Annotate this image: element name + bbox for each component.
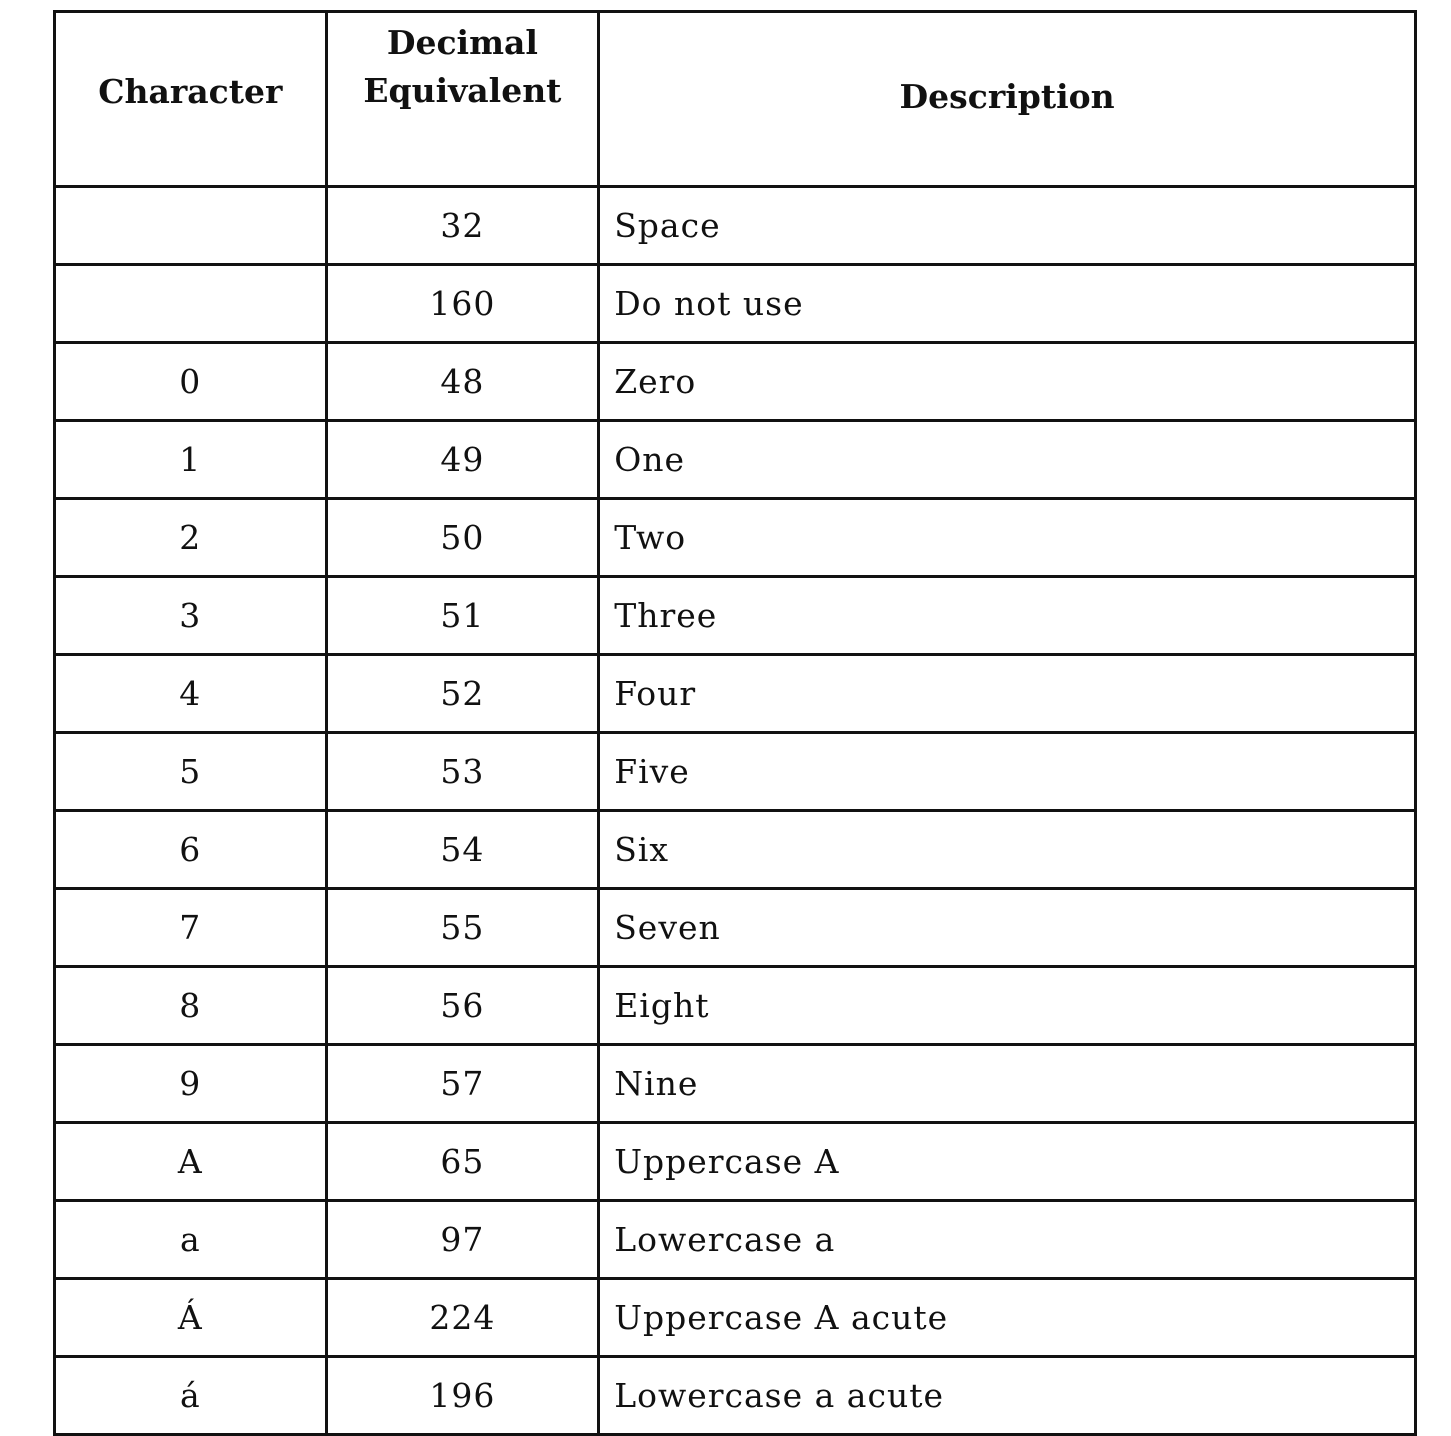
cell-character: 5 <box>55 733 327 811</box>
header-description: Description <box>599 12 1416 187</box>
table-row <box>55 1123 1416 1201</box>
table-row <box>55 187 1416 265</box>
cell-decimal: 196 <box>326 1357 599 1435</box>
table-row <box>55 499 1416 577</box>
cell-decimal: 54 <box>326 811 599 889</box>
cell-character: 3 <box>55 577 327 655</box>
cell-description: Zero <box>599 343 1416 421</box>
cell-decimal: 48 <box>326 343 599 421</box>
cell-character: 6 <box>55 811 327 889</box>
cell-decimal: 65 <box>326 1123 599 1201</box>
cell-decimal: 224 <box>326 1279 599 1357</box>
cell-decimal: 56 <box>326 967 599 1045</box>
cell-character: A <box>55 1123 327 1201</box>
header-character: Character <box>55 12 327 187</box>
cell-character: 8 <box>55 967 327 1045</box>
cell-character: 2 <box>55 499 327 577</box>
table-header <box>55 12 1416 187</box>
cell-character <box>55 265 327 343</box>
cell-character: 1 <box>55 421 327 499</box>
cell-character <box>55 187 327 265</box>
cell-decimal: 51 <box>326 577 599 655</box>
cell-description: Four <box>599 655 1416 733</box>
cell-decimal: 53 <box>326 733 599 811</box>
table-row <box>55 1045 1416 1123</box>
cell-description: Do not use <box>599 265 1416 343</box>
header-decimal-equivalent <box>326 12 599 187</box>
cell-description: Five <box>599 733 1416 811</box>
table-row <box>55 733 1416 811</box>
cell-description: Uppercase A <box>599 1123 1416 1201</box>
cell-description: Seven <box>599 889 1416 967</box>
cell-description: Lowercase a acute <box>599 1357 1416 1435</box>
cell-character: 4 <box>55 655 327 733</box>
table-row <box>55 1357 1416 1435</box>
cell-character: Á <box>55 1279 327 1357</box>
cell-description: Two <box>599 499 1416 577</box>
table-row <box>55 1279 1416 1357</box>
cell-decimal: 50 <box>326 499 599 577</box>
cell-decimal: 52 <box>326 655 599 733</box>
character-table <box>53 10 1417 1436</box>
header-row <box>55 12 1416 187</box>
cell-description: Nine <box>599 1045 1416 1123</box>
table-row <box>55 577 1416 655</box>
table-row <box>55 655 1416 733</box>
cell-decimal: 57 <box>326 1045 599 1123</box>
table-row <box>55 343 1416 421</box>
header-decimal-line1: Decimal <box>386 23 538 62</box>
cell-description: Lowercase a <box>599 1201 1416 1279</box>
table-row <box>55 889 1416 967</box>
cell-description: Three <box>599 577 1416 655</box>
cell-decimal: 97 <box>326 1201 599 1279</box>
table-body <box>55 187 1416 1435</box>
table-row <box>55 421 1416 499</box>
table-row <box>55 265 1416 343</box>
table-row <box>55 967 1416 1045</box>
cell-description: Uppercase A acute <box>599 1279 1416 1357</box>
cell-character: 9 <box>55 1045 327 1123</box>
cell-description: One <box>599 421 1416 499</box>
cell-character: á <box>55 1357 327 1435</box>
cell-decimal: 160 <box>326 265 599 343</box>
cell-character: 7 <box>55 889 327 967</box>
table-row <box>55 1201 1416 1279</box>
header-decimal-line2: Equivalent <box>363 71 562 110</box>
cell-character: a <box>55 1201 327 1279</box>
cell-description: Eight <box>599 967 1416 1045</box>
table-row <box>55 811 1416 889</box>
cell-character: 0 <box>55 343 327 421</box>
cell-decimal: 49 <box>326 421 599 499</box>
cell-description: Six <box>599 811 1416 889</box>
cell-description: Space <box>599 187 1416 265</box>
cell-decimal: 55 <box>326 889 599 967</box>
cell-decimal: 32 <box>326 187 599 265</box>
